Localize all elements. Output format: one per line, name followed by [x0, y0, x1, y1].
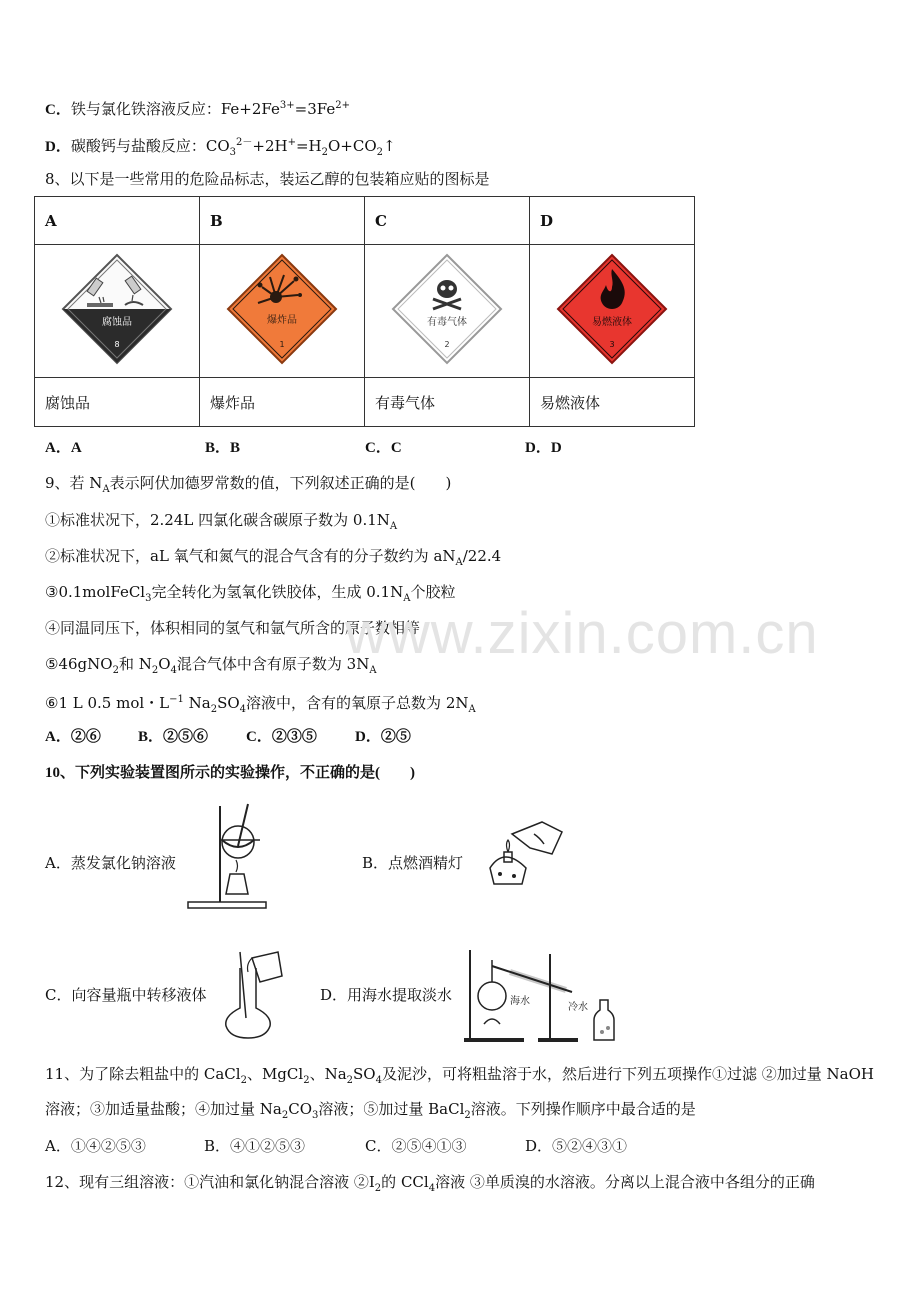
subscript: 4 [170, 665, 177, 676]
q12-stem [45, 1172, 815, 1199]
sign-label: 爆炸品 [267, 315, 297, 326]
option-label: D． [45, 139, 71, 155]
statement-text: 溶液中，含有的氧原子总数为 2N [246, 694, 469, 712]
sign-label: 易燃液体 [592, 317, 632, 328]
sign-number: 2 [444, 340, 450, 349]
subscript: 3 [229, 147, 236, 158]
option-text: B．点燃酒精灯 [362, 854, 464, 872]
q9-statement-2 [45, 546, 501, 573]
charge: 3+ [279, 100, 295, 111]
table-name-cell: 爆炸品 [200, 378, 365, 427]
statement-text: Na [183, 694, 211, 712]
subscript: 2 [112, 665, 119, 676]
statement-text: ②标准状况下，aL 氧气和氮气的混合气含有的分子数约为 aN [45, 547, 456, 565]
charge: + [287, 137, 296, 148]
gas-arrow: ↑ [383, 137, 396, 155]
option-text: C．向容量瓶中转移液体 [45, 986, 207, 1004]
stem-text: 9、若 N [45, 474, 103, 492]
subscript: 2 [346, 1075, 354, 1086]
option-text: 铁与氯化铁溶液反应：Fe+2Fe [70, 100, 280, 118]
option-label: C． [45, 102, 71, 118]
table-name-cell: 易燃液体 [530, 378, 695, 427]
stem-text: 12、现有三组溶液：①汽油和氯化钠混合溶液 ②I [45, 1173, 375, 1191]
sign-number: 3 [609, 340, 615, 349]
subscript: 2 [240, 1075, 247, 1086]
alcohol-lamp-lighting-icon [482, 816, 566, 890]
volumetric-flask-transfer-icon [218, 948, 286, 1040]
q8-option-c[interactable]: C．C [365, 440, 402, 456]
stem-text: 、Na [309, 1065, 347, 1083]
statement-text: ③0.1molFeCl [45, 583, 146, 601]
corrosive-sign-icon [59, 251, 175, 367]
hazard-sign-table [34, 196, 695, 427]
stem-text: 溶液 ③单质溴的水溶液。分离以上混合液中各组分的正确 [435, 1173, 815, 1191]
q11-stem-line-1 [45, 1064, 874, 1091]
option-text: D．用海水提取淡水 [320, 986, 453, 1004]
table-header-cell: D [530, 197, 695, 245]
subscript: A [455, 557, 463, 568]
stem-text: 的 CCl [381, 1173, 429, 1191]
q10-option-b[interactable] [362, 853, 463, 873]
q9-stem [45, 473, 451, 500]
statement-text: O [158, 655, 171, 673]
q8-option-a[interactable]: A．A [45, 440, 82, 456]
table-image-cell [530, 245, 695, 378]
sign-label: 有毒气体 [427, 317, 467, 328]
option-text: 碳酸钙与盐酸反应：CO [70, 137, 230, 155]
subscript: A [468, 704, 476, 715]
option-text: A．蒸发氯化钠溶液 [45, 854, 176, 872]
toxic-gas-sign-icon [389, 251, 505, 367]
stem-text: 表示阿伏加德罗常数的值，下列叙述正确的是( ) [109, 474, 452, 492]
subscript: 4 [428, 1183, 436, 1194]
option-text: =H [295, 137, 322, 155]
option-c-line [45, 96, 350, 120]
statement-text: 个胶粒 [410, 583, 456, 601]
subscript: A [389, 521, 398, 532]
table-header-cell: B [200, 197, 365, 245]
q9-statement-1 [45, 510, 397, 537]
statement-text: /22.4 [462, 547, 502, 565]
seawater-label: 海水 [510, 996, 530, 1007]
q11-option-a[interactable]: A．①④②⑤③ [45, 1137, 146, 1155]
q9-option-a[interactable]: A．②⑥ [45, 729, 101, 745]
sign-number: 1 [279, 340, 285, 349]
statement-text: 混合气体中含有原子数为 3N [176, 655, 370, 673]
q8-option-d[interactable]: D．D [525, 440, 562, 456]
statement-text: 完全转化为氢氧化铁胶体，生成 0.1N [151, 583, 404, 601]
subscript: 4 [375, 1075, 382, 1086]
table-image-cell [35, 245, 200, 378]
stem-text: 11、为了除去粗盐中的 CaCl [45, 1065, 241, 1083]
subscript: A [403, 593, 411, 604]
stem-text: 溶液。下列操作顺序中最合适的是 [470, 1100, 696, 1118]
subscript: A [102, 484, 110, 495]
charge: 2+ [335, 100, 350, 111]
watermark: www.zixin.com.cn [345, 601, 819, 666]
charge: 2－ [236, 137, 253, 148]
statement-text: SO [217, 694, 240, 712]
flammable-liquid-sign-icon [554, 251, 670, 367]
subscript: 2 [210, 704, 218, 715]
q9-option-d[interactable]: D．②⑤ [355, 729, 411, 745]
q9-statement-4: ④同温同压下，体积相同的氢气和氩气所含的原子数相等 [45, 619, 421, 637]
subscript: 2 [376, 147, 384, 158]
evaporation-apparatus-icon [186, 800, 282, 910]
q8-option-b[interactable]: B．B [205, 440, 241, 456]
q11-option-d[interactable]: D．⑤②④③① [525, 1137, 628, 1155]
subscript: 2 [374, 1183, 382, 1194]
subscript: A [369, 665, 377, 676]
q9-option-b[interactable]: B．②⑤⑥ [138, 729, 209, 745]
subscript: 3 [145, 593, 152, 604]
q8-stem: 8、以下是一些常用的危险品标志，装运乙醇的包装箱应贴的图标是 [45, 170, 490, 188]
statement-text: ⑥1 L 0.5 mol・L [45, 694, 170, 712]
q11-option-c[interactable]: C．②⑤④①③ [365, 1137, 467, 1155]
statement-text: ①标准状况下，2.24L 四氯化碳含碳原子数为 0.1N [45, 511, 390, 529]
subscript: 2 [303, 1075, 310, 1086]
statement-text: ⑤46gNO [45, 655, 113, 673]
q10-option-a[interactable] [45, 853, 176, 873]
q10-stem: 10、下列实验装置图所示的实验操作，不正确的是( ) [45, 765, 415, 781]
subscript: 3 [312, 1110, 319, 1121]
stem-text: 溶液；⑤加过量 BaCl [318, 1100, 465, 1118]
stem-text: 溶液；③加适量盐酸；④加过量 Na [45, 1100, 282, 1118]
q9-statement-6 [45, 690, 476, 720]
subscript: 2 [281, 1110, 289, 1121]
sign-label: 腐蚀品 [102, 317, 132, 328]
option-text: O+CO [328, 137, 377, 155]
subscript: 2 [321, 147, 328, 158]
option-text: =3Fe [294, 100, 336, 118]
stem-text: 、MgCl [246, 1065, 304, 1083]
table-header-cell: C [365, 197, 530, 245]
coldwater-label: 冷水 [568, 1002, 588, 1013]
table-name-cell: 有毒气体 [365, 378, 530, 427]
table-name-cell: 腐蚀品 [35, 378, 200, 427]
stem-text: SO [353, 1065, 376, 1083]
option-text: +2H [252, 137, 288, 155]
subscript: 2 [151, 665, 159, 676]
table-image-cell [365, 245, 530, 378]
q9-statement-5 [45, 654, 377, 681]
stem-text: CO [288, 1100, 312, 1118]
subscript: 4 [239, 704, 247, 715]
q11-stem-line-2 [45, 1099, 696, 1126]
explosive-sign-icon [224, 251, 340, 367]
distillation-apparatus-icon [462, 944, 632, 1044]
superscript: −1 [169, 694, 184, 705]
statement-text: 和 N [118, 655, 152, 673]
q11-option-b[interactable]: B．④①②⑤③ [204, 1137, 306, 1155]
q10-option-d[interactable] [320, 985, 452, 1005]
table-header-cell: A [35, 197, 200, 245]
q10-option-c[interactable] [45, 985, 206, 1005]
q9-option-c[interactable]: C．②③⑤ [246, 729, 317, 745]
stem-text: 及泥沙，可将粗盐溶于水，然后进行下列五项操作①过滤 ②加过量 NaOH [381, 1065, 874, 1083]
sign-number: 8 [114, 340, 120, 349]
subscript: 2 [464, 1110, 471, 1121]
table-image-cell [200, 245, 365, 378]
option-d-line [45, 133, 396, 163]
